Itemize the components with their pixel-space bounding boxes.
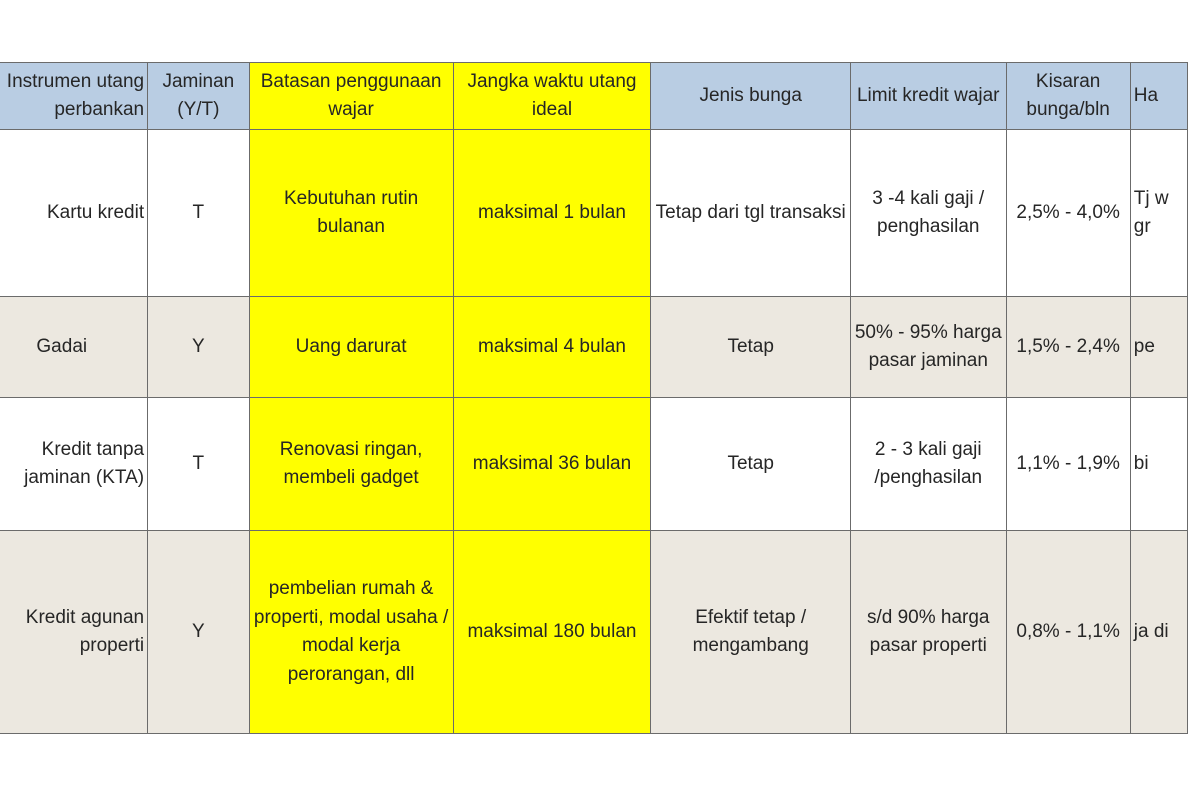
cell-interest-range: 1,1% - 1,9% (1006, 398, 1130, 531)
cell-interest-type: Tetap (651, 398, 851, 531)
cell-extra: ja di (1130, 531, 1187, 734)
cell-credit-limit: 2 - 3 kali gaji /penghasilan (850, 398, 1006, 531)
table-header-row (0, 63, 1188, 130)
cell-usage-limit: Renovasi ringan, membeli gadget (249, 398, 453, 531)
header-collateral: Jaminan (Y/T) (148, 63, 250, 130)
cell-extra: bi (1130, 398, 1187, 531)
table-row (0, 531, 1188, 734)
cell-credit-limit: 50% - 95% harga pasar jaminan (850, 297, 1006, 398)
table-row (0, 398, 1188, 531)
cell-ideal-term: maksimal 180 bulan (453, 531, 651, 734)
cell-interest-type: Efektif tetap / mengambang (651, 531, 851, 734)
header-interest-type: Jenis bunga (651, 63, 851, 130)
table-row (0, 297, 1188, 398)
cell-interest-range: 2,5% - 4,0% (1006, 130, 1130, 297)
header-usage-limit: Batasan penggunaan wajar (249, 63, 453, 130)
cell-collateral: T (148, 398, 250, 531)
cell-ideal-term: maksimal 4 bulan (453, 297, 651, 398)
debt-instruments-table (0, 62, 1188, 734)
cell-usage-limit: Uang darurat (249, 297, 453, 398)
header-ideal-term: Jangka waktu utang ideal (453, 63, 651, 130)
cell-interest-type: Tetap dari tgl transaksi (651, 130, 851, 297)
cell-instrument: Kartu kredit (0, 130, 148, 297)
header-interest-range: Kisaran bunga/bln (1006, 63, 1130, 130)
cell-ideal-term: maksimal 36 bulan (453, 398, 651, 531)
cell-usage-limit: pembelian rumah & properti, modal usaha / modal kerja perorangan, dll (249, 531, 453, 734)
cell-interest-type: Tetap (651, 297, 851, 398)
cell-instrument: Kredit tanpa jaminan (KTA) (0, 398, 148, 531)
cell-collateral: Y (148, 297, 250, 398)
cell-instrument: Gadai (0, 297, 148, 398)
cell-ideal-term: maksimal 1 bulan (453, 130, 651, 297)
cell-instrument: Kredit agunan properti (0, 531, 148, 734)
header-extra: Ha (1130, 63, 1187, 130)
cell-collateral: Y (148, 531, 250, 734)
cell-extra: pe (1130, 297, 1187, 398)
cell-collateral: T (148, 130, 250, 297)
cell-credit-limit: 3 -4 kali gaji / penghasilan (850, 130, 1006, 297)
cell-credit-limit: s/d 90% harga pasar properti (850, 531, 1006, 734)
cell-extra: Tj w gr (1130, 130, 1187, 297)
cell-interest-range: 1,5% - 2,4% (1006, 297, 1130, 398)
debt-comparison-table-region (0, 62, 1200, 738)
table-row (0, 130, 1188, 297)
cell-interest-range: 0,8% - 1,1% (1006, 531, 1130, 734)
header-instrument: Instrumen utang perbankan (0, 63, 148, 130)
cell-usage-limit: Kebutuhan rutin bulanan (249, 130, 453, 297)
header-credit-limit: Limit kredit wajar (850, 63, 1006, 130)
